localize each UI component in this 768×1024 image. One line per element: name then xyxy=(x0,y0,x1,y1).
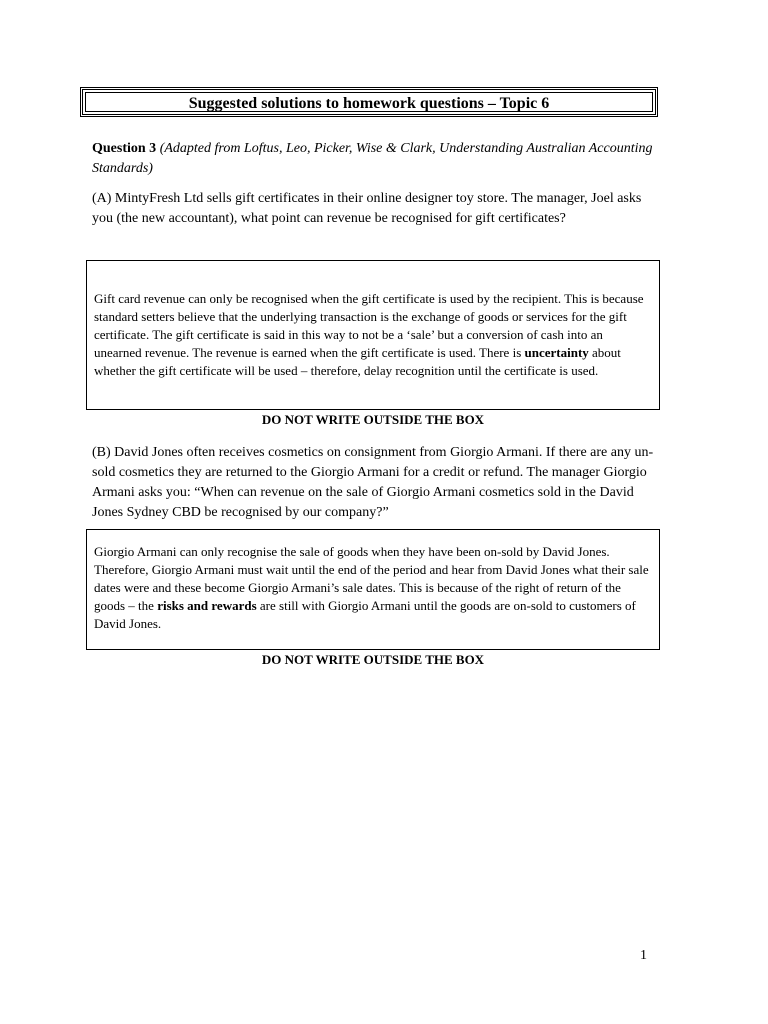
answer-b-pre: Giorgio Armani can only recognise the sale of goods when they have been on-sold by David Jones. Therefore, Giorgio Armani must wait until the end of the period and hear from David Jones what their sale dates were and these become Giorgio Armani’s sale dates. This is because of the right of return of the goods – the xyxy=(94,544,649,613)
answer-b-bold: risks and rewards xyxy=(157,598,257,613)
notice-outside-box-b: DO NOT WRITE OUTSIDE THE BOX xyxy=(261,652,485,667)
answer-a-post: about whether the gift certificate will be used – therefore, delay recognition until the certificate is used. xyxy=(94,345,621,378)
answer-a-bold: uncertainty xyxy=(524,345,589,360)
notice-outside-box-a: DO NOT WRITE OUTSIDE THE BOX xyxy=(261,412,485,427)
answer-a-pre: Gift card revenue can only be recognised when the gift certificate is used by the recipient. This is because standard setters believe that the underlying transaction is the exchange of goods or services for the gift certificate. The gift certificate is said in this way to not be a ‘sale’ but a conversion of cash into an unearned revenue. The revenue is earned when the gift certificate is used. There is xyxy=(94,291,644,360)
question-number: Question 3 xyxy=(92,141,157,156)
answer-b-post: are still with Giorgio Armani until the goods are on-sold to customers of David Jones. xyxy=(94,598,636,631)
page-number: 1 xyxy=(640,948,647,963)
answer-box-b xyxy=(86,529,660,650)
answer-a-text xyxy=(94,290,652,380)
page-title: Suggested solutions to homework questions – Topic 6 xyxy=(188,95,550,112)
question-heading xyxy=(92,139,662,179)
part-b-prompt: (B) David Jones often receives cosmetics on consignment from Giorgio Armani. If there are any un-sold cosmetics they are returned to the Giorgio Armani for a credit or refund. The manager Giorgio Armani asks you: “When can revenue on the sale of Giorgio Armani cosmetics sold in the David Jones Sydney CBD be recognised by our company?” xyxy=(92,445,654,520)
answer-box-a xyxy=(86,260,660,410)
title-box xyxy=(80,87,658,117)
answer-b-text xyxy=(94,543,652,633)
question-source: (Adapted from Loftus, Leo, Picker, Wise & Clark, Understanding Australian Accounting Standards) xyxy=(92,141,653,176)
part-a-prompt: (A) MintyFresh Ltd sells gift certificates in their online designer toy store. The manager, Joel asks you (the new accountant), what point can revenue be recognised for gift certificates? xyxy=(92,191,642,226)
